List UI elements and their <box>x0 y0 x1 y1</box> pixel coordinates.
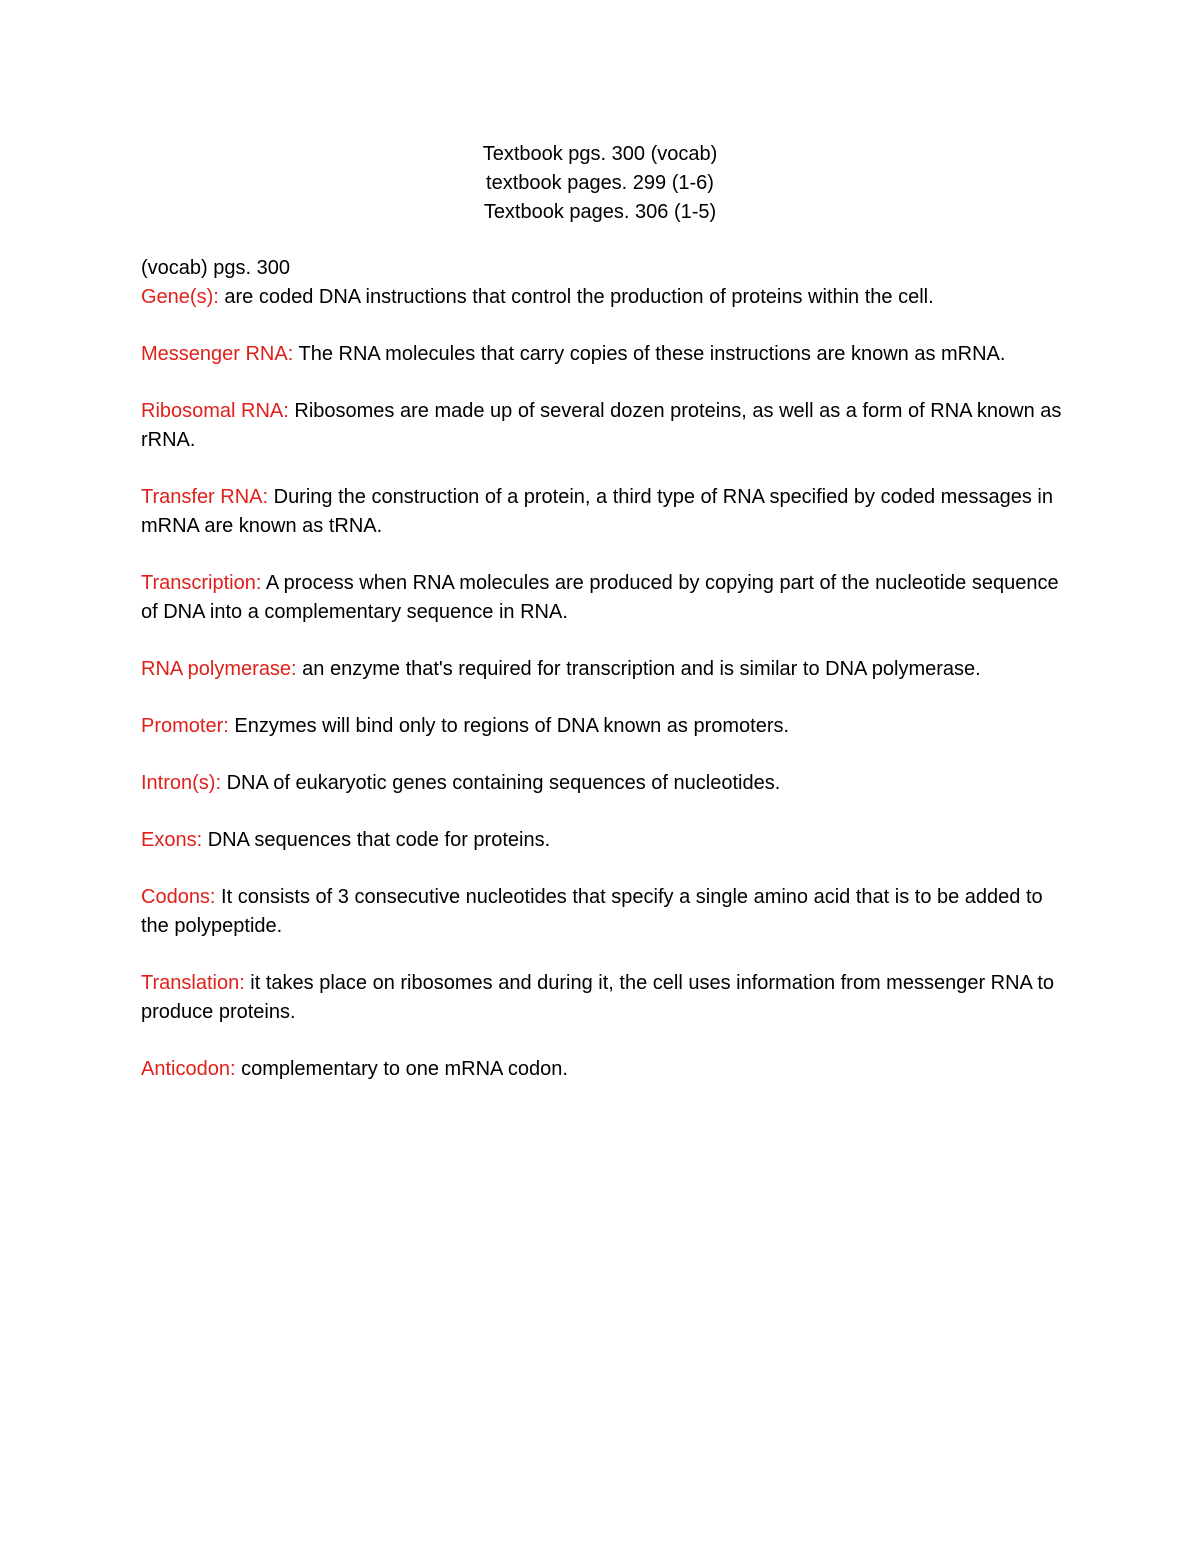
vocab-term: Gene(s): <box>141 286 219 308</box>
vocab-term: Translation: <box>141 972 245 994</box>
header-line: textbook pages. 299 (1-6) <box>486 172 714 194</box>
vocab-entry <box>141 655 1071 684</box>
vocab-term: Promoter: <box>141 715 229 737</box>
vocab-definition: A process when RNA molecules are produced by copying part of the nucleotide sequence of DNA into a complementary sequence in RNA. <box>141 572 1059 623</box>
vocab-entry <box>141 283 1071 312</box>
vocab-entry <box>141 1055 1071 1084</box>
vocab-term: Anticodon: <box>141 1058 236 1080</box>
vocab-definition: it takes place on ribosomes and during it, the cell uses information from messenger RNA to produce proteins. <box>141 972 1055 1023</box>
vocab-definition: DNA of eukaryotic genes containing sequences of nucleotides. <box>221 772 781 794</box>
vocab-term: Transfer RNA: <box>141 486 269 508</box>
vocab-entry <box>141 769 1071 798</box>
vocab-entry <box>141 569 1071 627</box>
vocab-entry <box>141 483 1071 541</box>
vocab-entry <box>141 340 1071 369</box>
vocab-definition: During the construction of a protein, a third type of RNA specified by coded messages in mRNA are known as tRNA. <box>141 486 1053 537</box>
vocab-definition: The RNA molecules that carry copies of these instructions are known as mRNA. <box>293 343 1006 365</box>
vocab-term: Transcription: <box>141 572 262 594</box>
vocab-term: Ribosomal RNA: <box>141 400 289 422</box>
header-line: Textbook pages. 306 (1-5) <box>483 201 717 223</box>
vocab-definition: It consists of 3 consecutive nucleotides that specify a single amino acid that is to be added to the polypeptide. <box>141 886 1043 937</box>
vocab-definition: are coded DNA instructions that control the production of proteins within the cell. <box>218 286 934 308</box>
vocab-section <box>141 254 1071 1112</box>
header-line: Textbook pgs. 300 (vocab) <box>482 143 718 165</box>
section-label: (vocab) pgs. 300 <box>141 257 290 279</box>
vocab-term: Messenger RNA: <box>141 343 294 365</box>
vocab-entry <box>141 883 1071 941</box>
vocab-term: Codons: <box>141 886 216 908</box>
vocab-definition: DNA sequences that code for proteins. <box>202 829 551 851</box>
vocab-definition: complementary to one mRNA codon. <box>235 1058 568 1080</box>
vocab-term: RNA polymerase: <box>141 658 297 680</box>
vocab-definition: Enzymes will bind only to regions of DNA known as promoters. <box>228 715 790 737</box>
vocab-definition: Ribosomes are made up of several dozen proteins, as well as a form of RNA known as rRNA. <box>141 400 1062 451</box>
vocab-definition: an enzyme that's required for transcription and is similar to DNA polymerase. <box>296 658 981 680</box>
vocab-entry <box>141 969 1071 1027</box>
vocab-term: Intron(s): <box>141 772 222 794</box>
assignment-header <box>0 140 1200 227</box>
vocab-term: Exons: <box>141 829 203 851</box>
vocab-entry <box>141 712 1071 741</box>
vocab-entry <box>141 826 1071 855</box>
vocab-entry <box>141 397 1071 455</box>
